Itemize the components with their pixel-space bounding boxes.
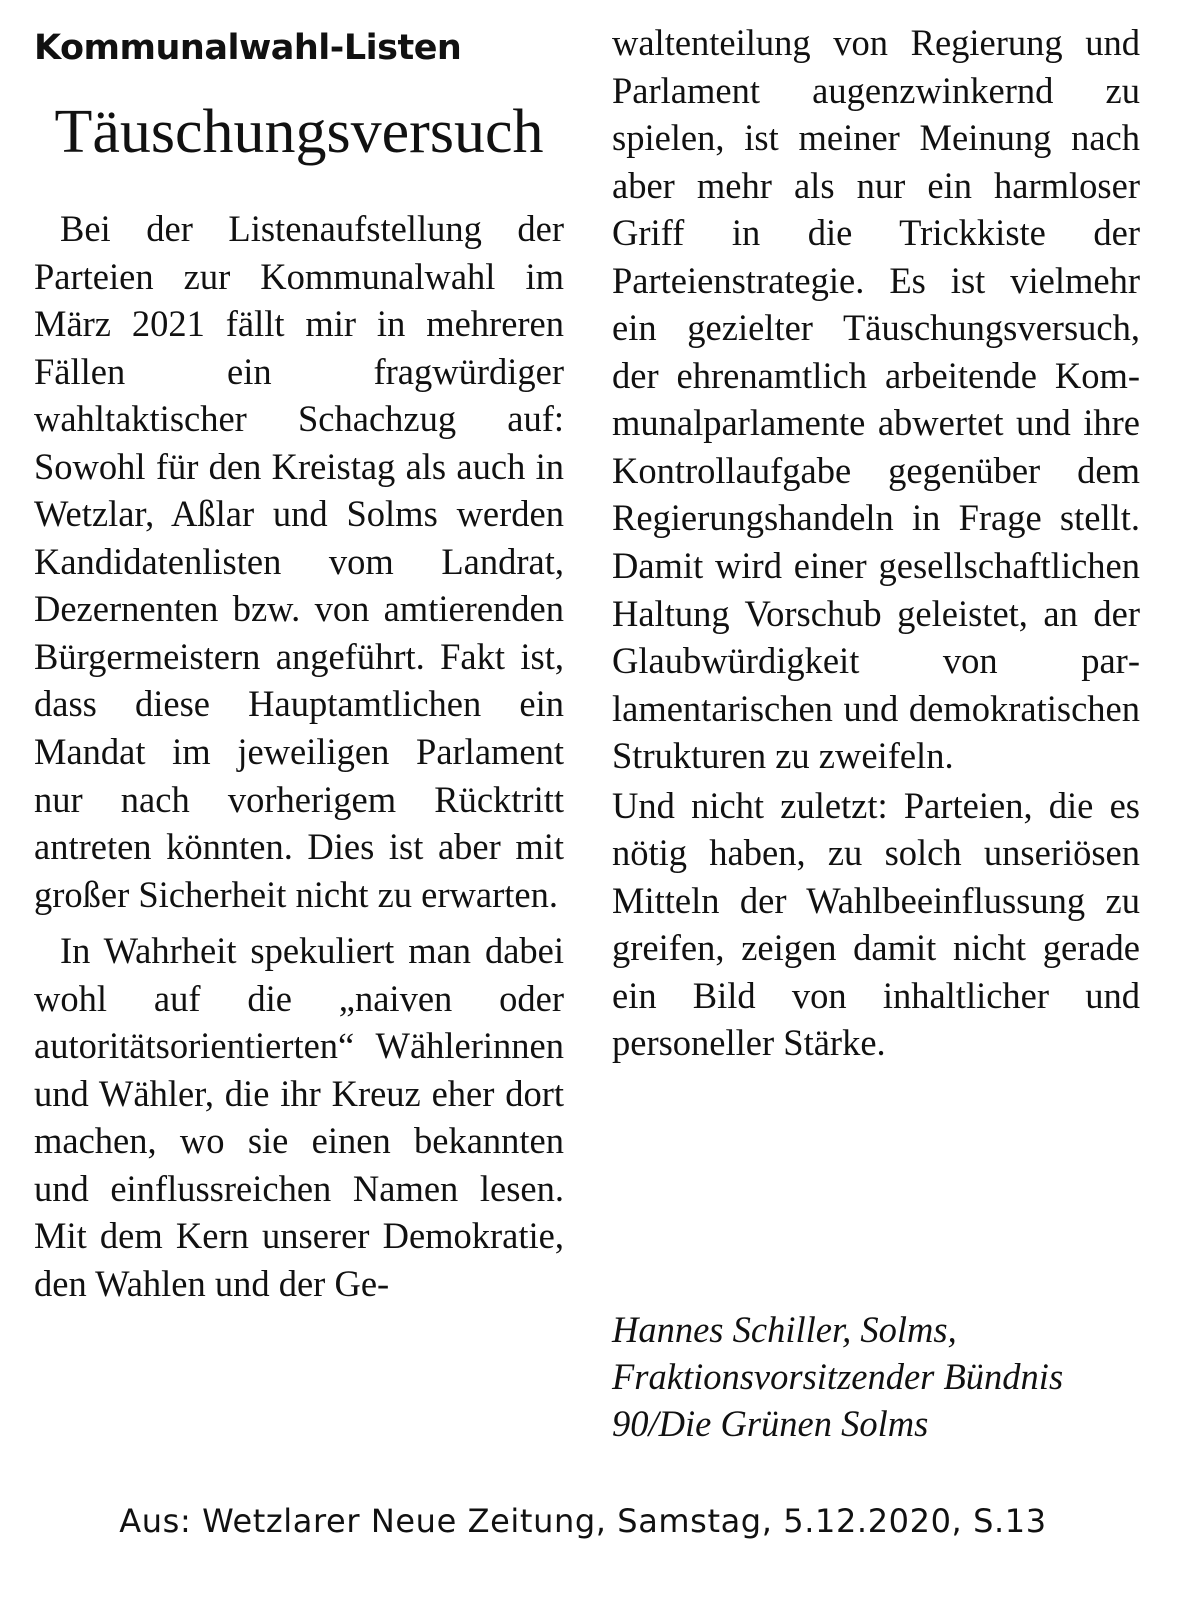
author-name: Hannes Schiller, Solms, (612, 1309, 957, 1350)
kicker-title: Kommunalwahl-Listen (34, 28, 462, 68)
article-column-right (612, 19, 1140, 1067)
letter-signature (612, 1306, 1152, 1447)
paragraph-3: Und nicht zuletzt: Parteien, die es nötig haben, zu solch unseriösen Mitteln der Wahlbeeinflussung zu greifen, zeigen damit nicht gerade ein Bild von inhaltlicher und personeller Stärke. (612, 784, 1140, 1064)
author-role-line-2: 90/Die Grünen Solms (612, 1403, 929, 1444)
headline: Täuschungsversuch (54, 98, 544, 166)
paragraph-2-start: In Wahrheit spekuliert man dabei wohl auf die „naiven oder autoritätsorientierten“ Wählerinnen und Wähler, die ihr Kreuz eher dort machen, wo sie einen bekannten und einflussreichen Namen lesen. Mit dem Kern unserer Demokratie, den Wahlen und der Ge- (34, 930, 564, 1305)
paragraph-2-continued: waltenteilung von Regierung und Parlament augenzwinkernd zu spielen, ist meiner Meinung nach aber mehr als nur ein harmloser Griff in die Trickkiste der Parteienstrategie. Es ist vielmehr ein gezielter Täuschungsversuch, der ehrenamtlich arbeitende Kommunalparlamente abwertet und ihre Kontrollaufgabe gegenüber dem Regierungshandeln in Frage stellt. Damit wird einer gesellschaftlichen Haltung Vorschub geleistet, an der Glaubwürdigkeit von parlamentarischen und demokratischen Strukturen zu zweifeln. (612, 22, 1140, 777)
article-column-left (34, 205, 564, 1308)
author-role-line-1: Fraktionsvorsitzender Bündnis (612, 1356, 1064, 1397)
source-citation: Aus: Wetzlarer Neue Zeitung, Samstag, 5.12.2020, S.13 (119, 1502, 1047, 1540)
paragraph-1: Bei der Listenaufstellung der Parteien zur Kommunalwahl im März 2021 fällt mir in mehreren Fällen ein fragwürdiger wahltaktischer Schachzug auf: Sowohl für den Kreistag als auch in Wetzlar, Aßlar und Solms werden Kandidatenlisten vom Landrat, Dezernenten bzw. von amtierenden Bürgermeistern angeführt. Fakt ist, dass diese Hauptamtlichen ein Mandat im jeweiligen Parlament nur nach vorherigem Rücktritt antreten könnten. Dies ist aber mit großer Sicherheit nicht zu erwarten. (34, 208, 564, 915)
